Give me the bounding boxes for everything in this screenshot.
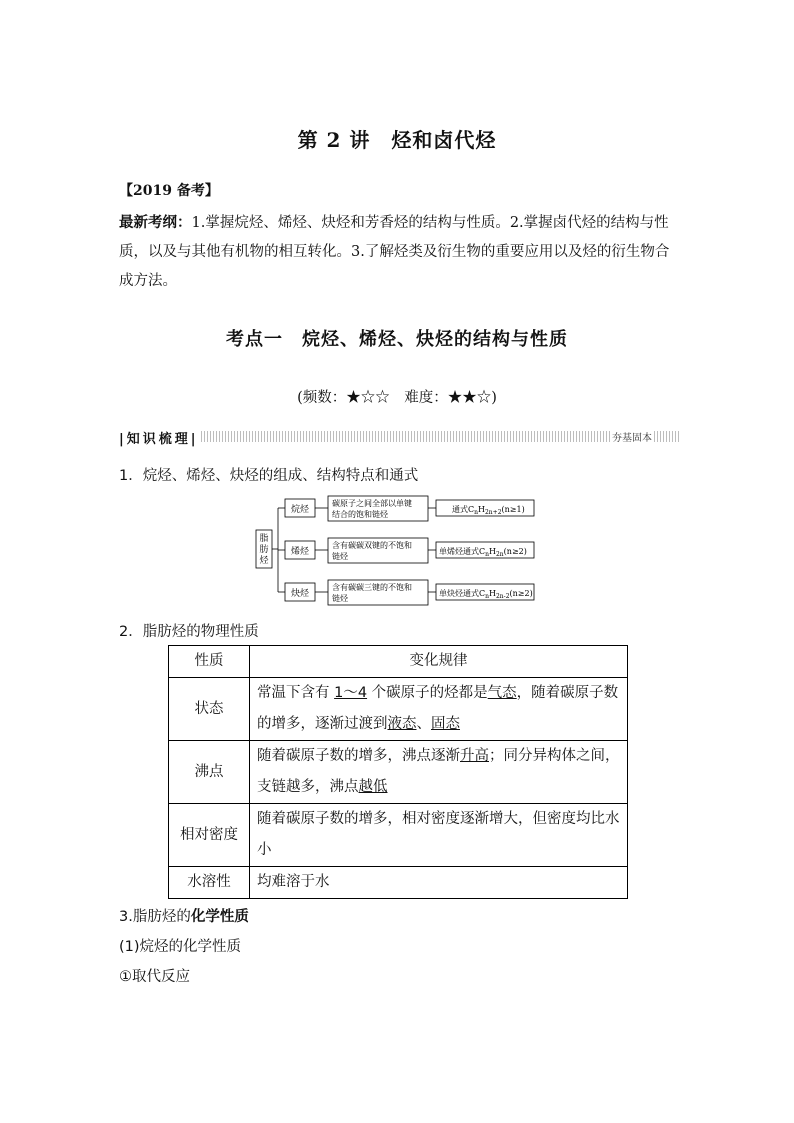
outline-lead: 最新考纲：	[119, 214, 192, 231]
answer-blank: 1～4	[334, 685, 368, 701]
diagram-formula-alkyne: 单炔烃通式$C_nH_{2n-2}(n\ge 2)$	[439, 589, 533, 600]
diagram-feature-alkene-2: 链烃	[332, 552, 348, 561]
diagram-root-3: 烃	[259, 556, 269, 566]
table-row	[169, 741, 628, 804]
table-cell-prop: 水溶性	[169, 867, 250, 899]
section-bar	[119, 428, 680, 445]
frequency-difficulty: (频数：★☆☆ 难度：★★☆)	[297, 390, 497, 406]
diagram-name-alkene: 烯烃	[290, 547, 310, 557]
diagram-name-alkyne: 炔烃	[290, 589, 310, 599]
diagram-root-1: 脂	[259, 534, 269, 544]
rule-text: 常温下含有	[257, 685, 335, 701]
diagram-formula-alkane: 通式$C_nH_{2n+2}(n\ge 1)$	[452, 505, 525, 516]
section-bar-hatch	[201, 431, 680, 442]
outline-text: 1.掌握烷烃、烯烃、炔烃和芳香烃的结构与性质。2.掌握卤代烃的结构与性质，以及与其他有机物的相互转化。3.了解烃类及衍生物的重要应用以及烃的衍生物合成方法。	[119, 215, 670, 289]
section-bar-label: |知识梳理|	[119, 432, 199, 447]
diagram-name-alkane: 烷烃	[290, 505, 310, 515]
rule-text: 随着碳原子数的增多，沸点逐渐	[257, 748, 460, 764]
answer-blank: 固态	[431, 716, 460, 732]
table-row	[169, 867, 628, 899]
answer-blank: 气态	[487, 685, 517, 701]
diagram-feature-alkyne-1: 含有碳碳三键的不饱和	[332, 583, 412, 592]
diagram-formula-alkene: 单烯烃通式$C_nH_{2n}(n\ge 2)$	[439, 547, 527, 558]
table-cell-prop: 沸点	[169, 741, 250, 804]
diagram-feature-alkyne-2: 链烃	[332, 594, 348, 603]
heading-composition: 1．烷烃、烯烃、炔烃的组成、结构特点和通式	[119, 468, 419, 484]
diagram-feature-alkane-2: 结合的饱和链烃	[332, 510, 388, 519]
kaodian-heading: 考点一 烷烃、烯烃、炔烃的结构与性质	[226, 329, 568, 350]
table-cell-rule	[250, 804, 628, 867]
table-cell-prop: 状态	[169, 678, 250, 741]
diagram-feature-alkene-1: 含有碳碳双键的不饱和	[332, 541, 412, 550]
diagram-feature-alkane-1: 碳原子之间全部以单键	[332, 499, 412, 508]
physical-properties-table	[168, 645, 628, 899]
table-cell-rule	[250, 867, 628, 899]
answer-blank: 液态	[387, 716, 417, 732]
table-header-prop: 性质	[169, 646, 250, 678]
section3-1-1-heading: ①取代反应	[119, 969, 190, 985]
rule-text: ；同分异构体之间，支链越多，沸点	[257, 748, 620, 795]
section3-heading: 3.脂肪烃的化学性质	[119, 909, 249, 925]
rule-text: 个碳原子的烃都是	[367, 685, 488, 701]
diagram-root-2: 肪	[259, 545, 269, 555]
prep-tag: 【2019 备考】	[119, 183, 219, 199]
answer-blank: 升高	[460, 748, 489, 764]
answer-blank: 越低	[358, 779, 388, 795]
table-cell-prop: 相对密度	[169, 804, 250, 867]
rule-text: ，随着碳原子数的增多，逐渐过渡到	[257, 685, 619, 732]
rule-text: 、	[416, 716, 431, 732]
heading-physical: 2．脂肪烃的物理性质	[119, 624, 259, 640]
page-title: 第 2 讲 烃和卤代烃	[297, 128, 497, 152]
rule-text: 随着碳原子数的增多，相对密度逐渐增大，但密度均比水小	[257, 811, 620, 858]
rule-text: 均难溶于水	[257, 874, 330, 890]
table-row	[169, 678, 628, 741]
table-header-rule: 变化规律	[250, 646, 628, 678]
table-cell-rule	[250, 678, 628, 741]
exam-outline	[119, 208, 679, 296]
section-bar-right: 夯基固本	[610, 429, 654, 444]
hydrocarbon-diagram	[250, 488, 540, 606]
table-cell-rule	[250, 741, 628, 804]
section3-1-heading: (1)烷烃的化学性质	[119, 939, 242, 955]
table-row	[169, 804, 628, 867]
